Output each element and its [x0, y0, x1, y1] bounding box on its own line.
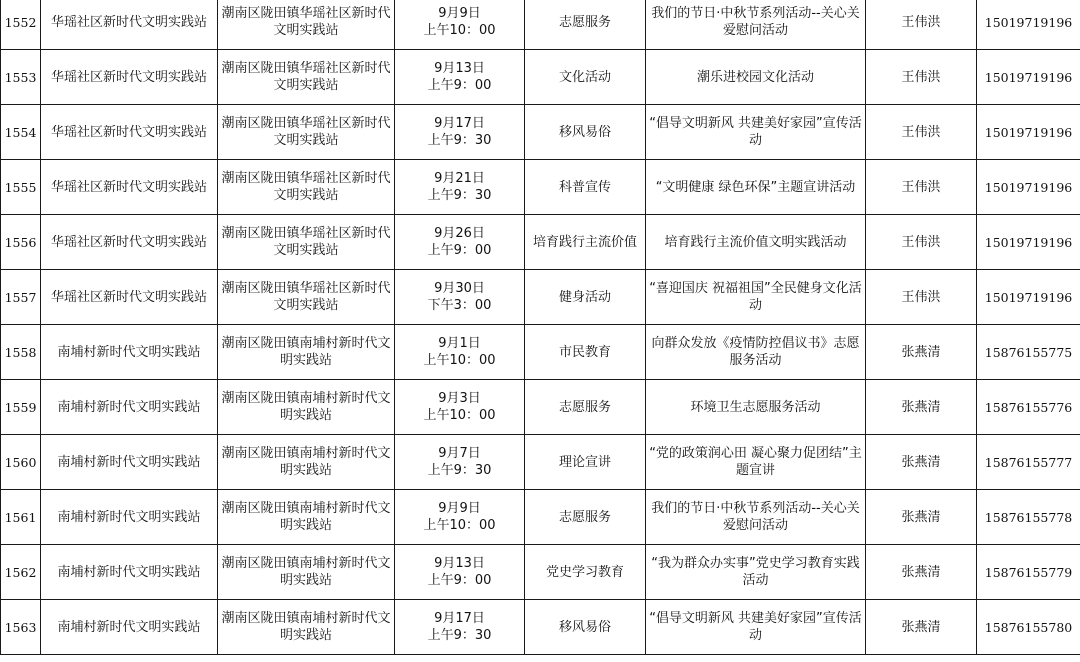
activity-name-cell: “倡导文明新风 共建美好家园”宣传活动	[646, 600, 866, 655]
row-number-cell: 1559	[1, 380, 41, 435]
row-number-cell: 1553	[1, 50, 41, 105]
contact-phone-cell: 15876155775	[977, 325, 1080, 380]
date-text: 9月17日	[434, 116, 485, 131]
table-row	[1, 435, 1080, 490]
station-name-cell: 南埔村新时代文明实践站	[41, 380, 218, 435]
time-text: 上午9：30	[427, 133, 492, 148]
activity-name-cell: 向群众发放《疫情防控倡议书》志愿服务活动	[646, 325, 866, 380]
contact-phone-cell: 15876155777	[977, 435, 1080, 490]
activity-type-cell: 文化活动	[525, 50, 646, 105]
contact-person-cell: 王伟洪	[866, 105, 977, 160]
activity-name-cell: “党的政策润心田 凝心聚力促团结”主题宣讲	[646, 435, 866, 490]
station-address-cell: 潮南区陇田镇南埔村新时代文明实践站	[218, 545, 395, 600]
row-number-cell: 1563	[1, 600, 41, 655]
station-name-cell: 南埔村新时代文明实践站	[41, 325, 218, 380]
station-address-cell: 潮南区陇田镇华瑶社区新时代文明实践站	[218, 270, 395, 325]
row-number-cell: 1561	[1, 490, 41, 545]
datetime-cell	[395, 0, 525, 50]
contact-phone-cell: 15019719196	[977, 160, 1080, 215]
activity-type-cell: 健身活动	[525, 270, 646, 325]
station-name-cell: 南埔村新时代文明实践站	[41, 490, 218, 545]
table-row	[1, 215, 1080, 270]
activity-name-cell: 潮乐进校园文化活动	[646, 50, 866, 105]
table-body	[1, 0, 1080, 655]
station-name-cell: 南埔村新时代文明实践站	[41, 600, 218, 655]
station-address-cell: 潮南区陇田镇华瑶社区新时代文明实践站	[218, 215, 395, 270]
contact-phone-cell: 15019719196	[977, 270, 1080, 325]
contact-person-cell: 张燕清	[866, 325, 977, 380]
datetime-cell	[395, 325, 525, 380]
station-name-cell: 华瑶社区新时代文明实践站	[41, 50, 218, 105]
activity-name-cell: 我们的节日·中秋节系列活动--关心关爱慰问活动	[646, 0, 866, 50]
activity-type-cell: 理论宣讲	[525, 435, 646, 490]
contact-person-cell: 张燕清	[866, 600, 977, 655]
contact-person-cell: 王伟洪	[866, 50, 977, 105]
table-row	[1, 105, 1080, 160]
activity-name-cell: “我为群众办实事”党史学习教育实践活动	[646, 545, 866, 600]
time-text: 下午3：00	[427, 298, 492, 313]
row-number-cell: 1557	[1, 270, 41, 325]
activity-type-cell: 志愿服务	[525, 0, 646, 50]
datetime-cell	[395, 380, 525, 435]
contact-person-cell: 张燕清	[866, 545, 977, 600]
date-text: 9月7日	[438, 446, 481, 461]
contact-phone-cell: 15876155779	[977, 545, 1080, 600]
date-text: 9月13日	[434, 556, 485, 571]
station-address-cell: 潮南区陇田镇南埔村新时代文明实践站	[218, 490, 395, 545]
station-name-cell: 华瑶社区新时代文明实践站	[41, 105, 218, 160]
activity-name-cell: 环境卫生志愿服务活动	[646, 380, 866, 435]
table-row	[1, 270, 1080, 325]
activity-type-cell: 移风易俗	[525, 600, 646, 655]
time-text: 上午9：30	[427, 628, 492, 643]
datetime-cell	[395, 160, 525, 215]
station-name-cell: 南埔村新时代文明实践站	[41, 435, 218, 490]
date-text: 9月13日	[434, 61, 485, 76]
activity-name-cell: “倡导文明新风 共建美好家园”宣传活动	[646, 105, 866, 160]
station-name-cell: 华瑶社区新时代文明实践站	[41, 270, 218, 325]
time-text: 上午10：00	[423, 408, 496, 423]
row-number-cell: 1555	[1, 160, 41, 215]
station-address-cell: 潮南区陇田镇华瑶社区新时代文明实践站	[218, 0, 395, 50]
datetime-cell	[395, 50, 525, 105]
time-text: 上午9：00	[427, 78, 492, 93]
time-text: 上午9：30	[427, 463, 492, 478]
activity-name-cell: 培育践行主流价值文明实践活动	[646, 215, 866, 270]
contact-person-cell: 张燕清	[866, 435, 977, 490]
station-address-cell: 潮南区陇田镇南埔村新时代文明实践站	[218, 600, 395, 655]
activity-type-cell: 培育践行主流价值	[525, 215, 646, 270]
table-row	[1, 0, 1080, 50]
station-address-cell: 潮南区陇田镇华瑶社区新时代文明实践站	[218, 160, 395, 215]
datetime-cell	[395, 545, 525, 600]
contact-person-cell: 王伟洪	[866, 270, 977, 325]
time-text: 上午10：00	[423, 518, 496, 533]
station-name-cell: 华瑶社区新时代文明实践站	[41, 160, 218, 215]
datetime-cell	[395, 105, 525, 160]
station-name-cell: 华瑶社区新时代文明实践站	[41, 0, 218, 50]
datetime-cell	[395, 435, 525, 490]
contact-phone-cell: 15876155776	[977, 380, 1080, 435]
datetime-cell	[395, 270, 525, 325]
table-row	[1, 380, 1080, 435]
station-address-cell: 潮南区陇田镇南埔村新时代文明实践站	[218, 380, 395, 435]
table-row	[1, 545, 1080, 600]
time-text: 上午10：00	[423, 23, 496, 38]
contact-phone-cell: 15019719196	[977, 105, 1080, 160]
activity-type-cell: 党史学习教育	[525, 545, 646, 600]
contact-person-cell: 王伟洪	[866, 160, 977, 215]
station-address-cell: 潮南区陇田镇华瑶社区新时代文明实践站	[218, 50, 395, 105]
station-address-cell: 潮南区陇田镇南埔村新时代文明实践站	[218, 325, 395, 380]
table-row	[1, 325, 1080, 380]
time-text: 上午9：00	[427, 573, 492, 588]
contact-person-cell: 王伟洪	[866, 0, 977, 50]
activity-type-cell: 志愿服务	[525, 490, 646, 545]
contact-phone-cell: 15019719196	[977, 50, 1080, 105]
datetime-cell	[395, 490, 525, 545]
activity-name-cell: 我们的节日·中秋节系列活动--关心关爱慰问活动	[646, 490, 866, 545]
activity-type-cell: 市民教育	[525, 325, 646, 380]
row-number-cell: 1556	[1, 215, 41, 270]
datetime-cell	[395, 600, 525, 655]
datetime-cell	[395, 215, 525, 270]
time-text: 上午10：00	[423, 353, 496, 368]
activity-name-cell: “喜迎国庆 祝福祖国”全民健身文化活动	[646, 270, 866, 325]
date-text: 9月9日	[438, 501, 481, 516]
row-number-cell: 1558	[1, 325, 41, 380]
row-number-cell: 1562	[1, 545, 41, 600]
contact-phone-cell: 15019719196	[977, 215, 1080, 270]
date-text: 9月21日	[434, 171, 485, 186]
contact-phone-cell: 15876155780	[977, 600, 1080, 655]
date-text: 9月1日	[438, 336, 481, 351]
contact-person-cell: 王伟洪	[866, 215, 977, 270]
contact-phone-cell: 15019719196	[977, 0, 1080, 50]
date-text: 9月26日	[434, 226, 485, 241]
time-text: 上午9：30	[427, 188, 492, 203]
activity-type-cell: 科普宣传	[525, 160, 646, 215]
row-number-cell: 1554	[1, 105, 41, 160]
date-text: 9月30日	[434, 281, 485, 296]
contact-phone-cell: 15876155778	[977, 490, 1080, 545]
date-text: 9月17日	[434, 611, 485, 626]
date-text: 9月9日	[438, 6, 481, 21]
station-address-cell: 潮南区陇田镇南埔村新时代文明实践站	[218, 435, 395, 490]
table-row	[1, 600, 1080, 655]
table-row	[1, 490, 1080, 545]
row-number-cell: 1560	[1, 435, 41, 490]
table-row	[1, 160, 1080, 215]
activity-type-cell: 移风易俗	[525, 105, 646, 160]
activity-type-cell: 志愿服务	[525, 380, 646, 435]
time-text: 上午9：00	[427, 243, 492, 258]
contact-person-cell: 张燕清	[866, 490, 977, 545]
contact-person-cell: 张燕清	[866, 380, 977, 435]
row-number-cell: 1552	[1, 0, 41, 50]
station-address-cell: 潮南区陇田镇华瑶社区新时代文明实践站	[218, 105, 395, 160]
table-row	[1, 50, 1080, 105]
date-text: 9月3日	[438, 391, 481, 406]
station-name-cell: 华瑶社区新时代文明实践站	[41, 215, 218, 270]
activity-name-cell: “文明健康 绿色环保”主题宣讲活动	[646, 160, 866, 215]
station-name-cell: 南埔村新时代文明实践站	[41, 545, 218, 600]
